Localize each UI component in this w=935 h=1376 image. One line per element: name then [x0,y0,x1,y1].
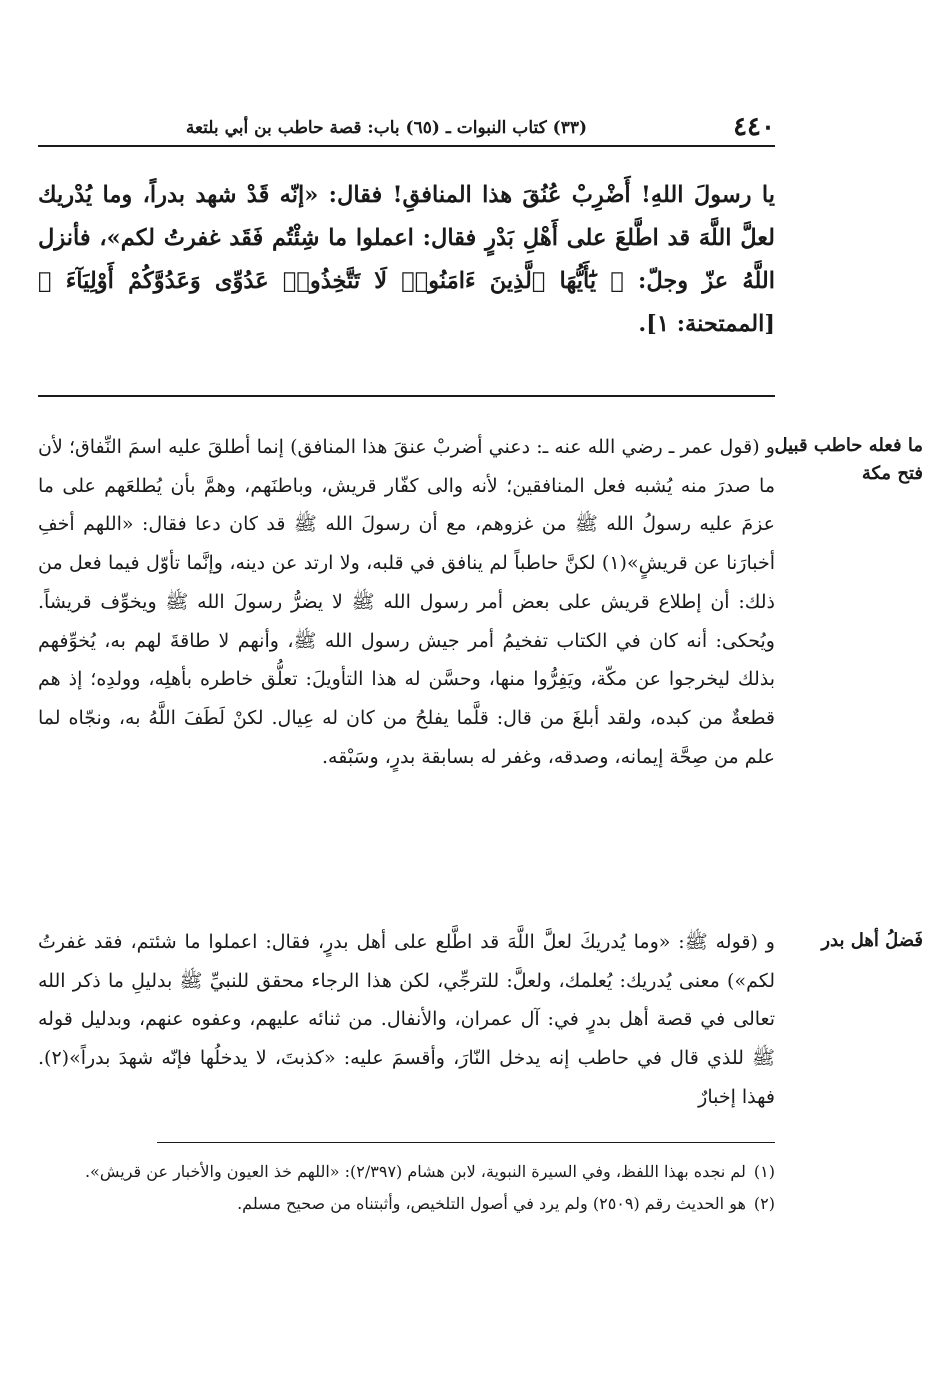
running-title: (٣٣) كتاب النبوات ـ (٦٥) باب: قصة حاطب بن أبي بلتعة [185,118,587,138]
footnote [38,1156,775,1188]
page-number: ٤٤٠ [733,112,775,142]
margin-heading-badr: فَضلُ أهل بدر [821,930,923,951]
hadith-divider [38,395,775,397]
footnote-text: هو الحديث رقم (٢٥٠٩) ولم يرد في أصول التلخيص، وأثبتناه من صحيح مسلم. [237,1194,746,1213]
hadith-text [38,174,775,346]
page-header [38,112,775,148]
footnote-number: (٢) [753,1194,775,1213]
commentary-paragraph-2: و (قوله ﷺ: «وما يُدريكَ لعلَّ اللَّهَ قد اطَّلع على أهل بدرٍ، فقال: اعملوا ما شئتم، فقد غفرتُ لكم») معنى يُدريك: يُعلمك، ولعلَّ: للترجِّي، لكن هذا الرجاء محقق للنبيِّ ﷺ بدليلِ ما ذكر الله تعالى في قصة أهل بدرٍ في: آل عمران، والأنفال. من ثنائه عليهم، وعفوه عنهم، وبدليل قوله ﷺ للذي قال في حاطب إنه يدخل النّارَ، وأقسمَ عليه: «كذبتَ، لا يدخلُها فإنّه شهدَ بدراً»(٢). فهذا إخبارٌ [38,931,775,1108]
quran-verse: ﴿ يَٰٓأَيُّهَا ٱلَّذِينَ ءَامَنُوا۟ لَا تَتَّخِذُوا۟ عَدُوِّى وَعَدُوَّكُمْ أَوْلِيَآءَ ﴾ [38,268,624,294]
margin-heading-hatib: ما فعله حاطب قبيل فتح مكة [774,435,923,484]
footnote-number: (١) [753,1162,775,1181]
footnote-divider [157,1142,775,1143]
verse-reference: [الممتحنة: ١]. [638,311,775,337]
footnotes [38,1156,775,1220]
footnote-text: لم نجده بهذا اللفظ، وفي السيرة النبوية، لابن هشام (٢/٣٩٧): «اللهم خذ العيون والأخبار عن قريش». [84,1162,746,1181]
commentary-paragraph-1: و (قول عمر ـ رضي الله عنه ـ: دعني أضربْ عنقَ هذا المنافق) إنما أطلقَ عليه اسمَ النِّفاق؛ لأن ما صدرَ منه يُشبه فعل المنافقين؛ لأنه والى كفّار قريش، وباطنَهم، وهمَّ بأن يُطلعَهم على ما عزمَ عليه رسولُ الله ﷺ من غزوهم، مع أن رسولَ الله ﷺ قد كان دعا فقال: «اللهم أخفِ أخبارَنا عن قريشٍ»(١) لكنَّ حاطباً لم ينافق في قلبه، ولا ارتد عن دينه، وإنَّما تأوّل فيما فعل من ذلك: أن إطلاع قريش على بعض أمر رسول الله ﷺ لا يضرُّ رسولَ الله ﷺ ويخوِّف قريشاً. ويُحكى: أنه كان في الكتاب تفخيمُ أمر جيش رسول الله ﷺ، وأنهم لا طاقةَ لهم به، يُخوِّفهم بذلك ليخرجوا عن مكّة، ويَفِرُّوا منها، وحسَّن له هذا التأويلَ: تعلُّق خاطره بأهلِه، وولدِه؛ إذ هم قطعةٌ من كبده، ولقد أبلغَ من قال: قلَّما يفلحُ من كان له عِيال. لكنْ لَطَفَ اللَّهُ به، ونجّاه لما علم من صِحَّة إيمانه، وصدقه، وغفر له بسابقة بدرٍ، وسَبْقه. [38,436,776,768]
hadith-text-part-1: يا رسولَ اللهِ! أَضْرِبْ عُنُقَ هذا المنافقِ! فقال: «إنّه قَدْ شهد بدراً، وما يُدْريك لعلَّ اللَّهَ قد اطَّلعَ على أَهْلِ بَدْرٍ فقال: اعملوا ما شِئْتُم فَقَد غفرتُ لكم»، فأنزل اللَّهُ عزّ وجلّ: [38,182,775,294]
footnote [38,1188,775,1220]
header-divider [38,145,775,147]
